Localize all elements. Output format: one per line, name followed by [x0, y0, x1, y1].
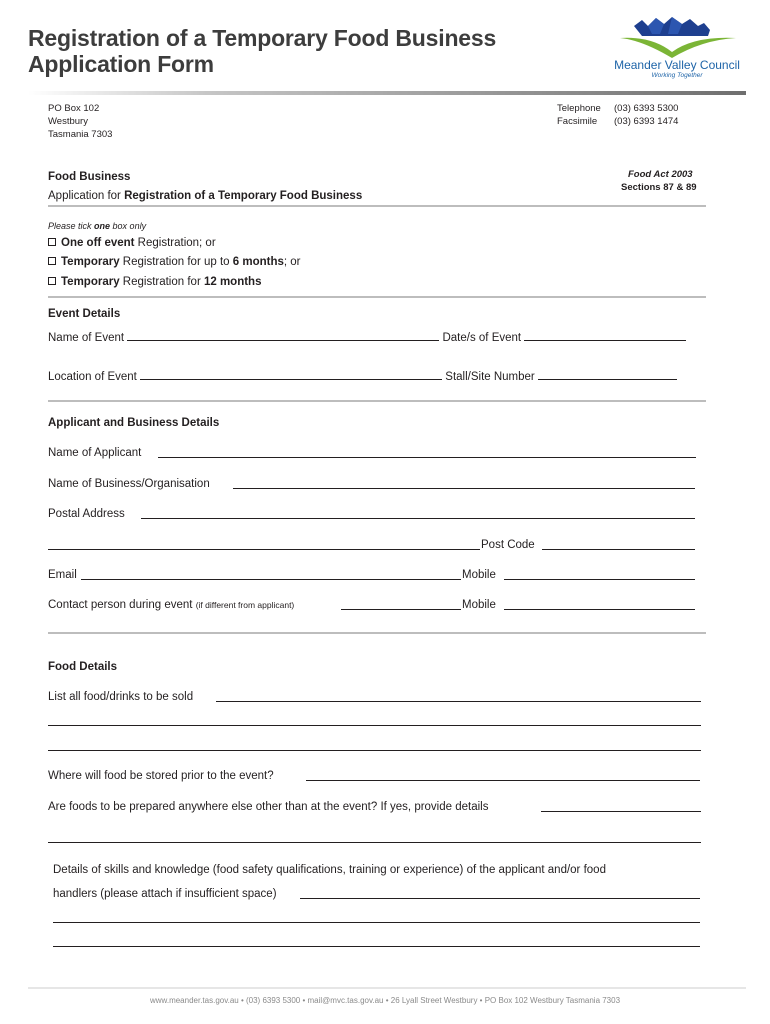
council-name: Meander Valley Council — [614, 58, 740, 72]
tick-instruction-c: box only — [110, 221, 147, 231]
option2-bold2: 6 months — [232, 256, 284, 268]
header-divider — [28, 91, 746, 95]
contact-person-label: Contact person during event — [48, 599, 193, 611]
skills-field-1[interactable] — [300, 898, 700, 899]
footer-divider — [28, 987, 746, 989]
applicant-heading: Applicant and Business Details — [48, 417, 220, 429]
event-dates-label: Date/s of Event — [442, 332, 522, 344]
event-location-label: Location of Event — [48, 371, 137, 383]
telephone-label: Telephone — [557, 103, 601, 114]
event-details-heading: Event Details — [48, 308, 121, 320]
form-title-line2: Application Form — [28, 51, 214, 77]
address-line1: PO Box 102 — [48, 103, 100, 114]
form-title-line1: Registration of a Temporary Food Business — [28, 25, 497, 51]
section-divider-3 — [48, 400, 706, 402]
tick-instruction — [48, 219, 146, 233]
skills-label-line2: handlers (please attach if insufficient space) — [53, 888, 277, 900]
food-prepared-field-2[interactable] — [48, 842, 701, 843]
event-name-label: Name of Event — [48, 332, 125, 344]
applicant-name-field[interactable] — [158, 457, 696, 458]
contact-labels — [557, 102, 601, 128]
postcode-field[interactable] — [542, 549, 695, 550]
option3-mid: Registration for — [119, 276, 204, 288]
mobile-label: Mobile — [462, 569, 496, 581]
food-act-label: Food Act 2003 — [628, 169, 693, 180]
email-label: Email — [48, 569, 77, 581]
facsimile-label: Facsimile — [557, 116, 598, 127]
email-field[interactable] — [81, 579, 461, 580]
option2-rest: ; or — [283, 256, 301, 268]
food-list-field-2[interactable] — [48, 725, 701, 726]
option-12-months[interactable] — [48, 275, 261, 289]
checkbox-6-months[interactable] — [48, 257, 56, 265]
option1-rest: Registration; or — [134, 237, 216, 249]
business-name-label: Name of Business/Organisation — [48, 478, 210, 490]
postal-address-block — [48, 102, 112, 141]
skills-field-2[interactable] — [53, 922, 700, 923]
skills-label-line1: Details of skills and knowledge (food safety qualifications, training or experience) of the applicant and/or food — [53, 864, 606, 876]
event-stall-label: Stall/Site Number — [445, 371, 535, 383]
section-divider-2 — [48, 296, 706, 298]
tick-instruction-a: Please tick — [48, 221, 95, 231]
food-details-heading: Food Details — [48, 661, 118, 673]
form-title — [28, 25, 496, 77]
application-type: Registration of a Temporary Food Business — [124, 190, 363, 202]
contact-values — [614, 102, 678, 128]
address-line2: Westbury — [48, 116, 88, 127]
facsimile-value: (03) 6393 1474 — [614, 116, 679, 127]
food-prepared-label: Are foods to be prepared anywhere else other than at the event? If yes, provide details — [48, 801, 489, 813]
contact-person-row — [48, 598, 294, 612]
food-prepared-field-1[interactable] — [541, 811, 701, 812]
event-name-row — [48, 331, 686, 345]
contact-person-note: (if different from applicant) — [195, 600, 295, 610]
event-dates-field[interactable] — [524, 331, 686, 341]
postal-address-field-2[interactable] — [48, 549, 480, 550]
food-storage-label: Where will food be stored prior to the event? — [48, 770, 274, 782]
postal-address-label: Postal Address — [48, 508, 125, 520]
telephone-value: (03) 6393 5300 — [614, 103, 679, 114]
footer-contact: www.meander.tas.gov.au • (03) 6393 5300 • mail@mvc.tas.gov.au • 26 Lyall Street Westbury • PO Box 102 Westbury Tasmania 7303 — [149, 996, 621, 1005]
event-location-row — [48, 370, 677, 384]
option2-bold: Temporary — [61, 256, 120, 268]
mobile2-field[interactable] — [504, 609, 695, 610]
option3-bold2: 12 months — [203, 276, 262, 288]
checkbox-12-months[interactable] — [48, 277, 56, 285]
food-storage-field[interactable] — [306, 780, 700, 781]
event-location-field[interactable] — [140, 370, 442, 380]
option1-bold: One off event — [61, 237, 135, 249]
event-name-field[interactable] — [127, 331, 439, 341]
contact-person-field[interactable] — [341, 609, 461, 610]
option2-mid: Registration for up to — [119, 256, 233, 268]
application-line — [48, 189, 362, 203]
skills-field-3[interactable] — [53, 946, 700, 947]
option-6-months[interactable] — [48, 255, 301, 269]
tick-instruction-b: one — [94, 221, 111, 231]
option3-bold: Temporary — [61, 276, 120, 288]
postal-address-field[interactable] — [141, 518, 695, 519]
mobile2-label: Mobile — [462, 599, 496, 611]
option-one-off[interactable] — [48, 236, 216, 250]
checkbox-one-off[interactable] — [48, 238, 56, 246]
event-stall-field[interactable] — [538, 370, 677, 380]
applicant-name-label: Name of Applicant — [48, 447, 142, 459]
application-prefix: Application for — [48, 190, 125, 202]
food-list-field-3[interactable] — [48, 750, 701, 751]
business-name-field[interactable] — [233, 488, 695, 489]
sections-label: Sections 87 & 89 — [621, 182, 697, 193]
food-list-field-1[interactable] — [216, 701, 701, 702]
council-tagline: Working Together — [651, 72, 703, 79]
address-line3: Tasmania 7303 — [48, 129, 113, 140]
section-divider-4 — [48, 632, 706, 634]
food-business-label: Food Business — [48, 171, 131, 183]
section-divider-1 — [48, 205, 706, 207]
mobile-field[interactable] — [504, 579, 695, 580]
postcode-label: Post Code — [481, 539, 535, 551]
food-list-label: List all food/drinks to be sold — [48, 691, 194, 703]
